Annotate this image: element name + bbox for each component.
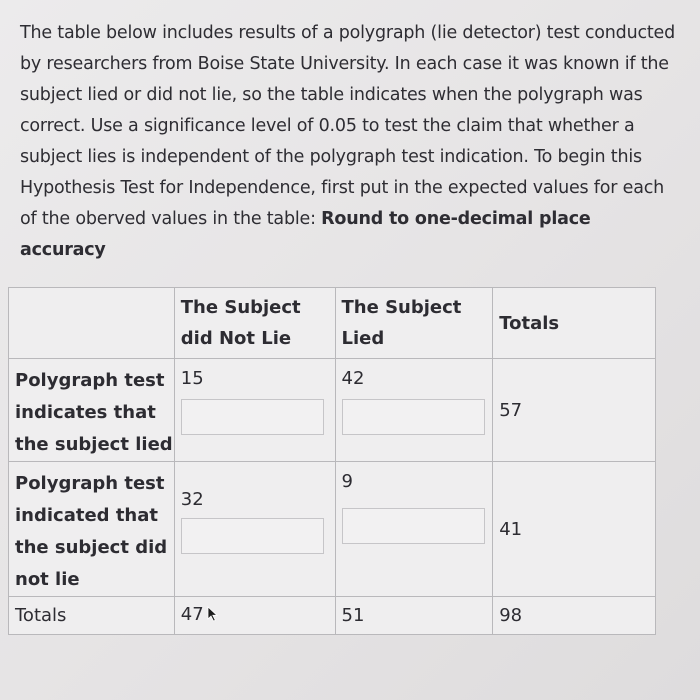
totals-label: Totals <box>9 597 175 635</box>
row1-total: 57 <box>493 359 656 462</box>
cell-row1-did-not-lie <box>174 359 335 462</box>
rounding-instruction: Round to one-decimal place accuracy <box>20 209 591 260</box>
total-lied: 51 <box>335 597 493 635</box>
contingency-table <box>8 287 656 635</box>
header-row <box>9 288 656 359</box>
header-totals: Totals <box>493 288 656 359</box>
table-row <box>9 462 656 597</box>
expected-input-row2-lied[interactable] <box>342 508 485 544</box>
expected-input-row1-did-not-lie[interactable] <box>181 399 324 435</box>
grand-total: 98 <box>493 597 656 635</box>
totals-row <box>9 597 656 635</box>
cell-row2-lied <box>335 462 493 597</box>
header-did-not-lie: The Subject did Not Lie <box>174 288 335 359</box>
observed-value: 15 <box>180 368 204 389</box>
row-label-indicates-lied: Polygraph test indicates that the subject lied <box>9 359 175 462</box>
cell-row1-lied <box>335 359 493 462</box>
expected-input-row2-did-not-lie[interactable] <box>181 518 324 554</box>
total-did-not-lie: 47 <box>180 604 204 625</box>
observed-value: 9 <box>341 471 353 492</box>
observed-value: 42 <box>341 368 365 389</box>
contingency-table-container <box>8 287 658 632</box>
header-lied: The Subject Lied <box>335 288 493 359</box>
cell-row2-did-not-lie <box>174 462 335 597</box>
row2-total: 41 <box>493 462 656 597</box>
table-row <box>9 359 656 462</box>
row-label-indicated-did-not-lie: Polygraph test indicated that the subject did not lie <box>9 462 175 597</box>
header-blank <box>9 288 175 359</box>
expected-input-row1-lied[interactable] <box>342 399 485 435</box>
mouse-cursor-icon <box>207 606 219 627</box>
problem-text: The table below includes results of a polygraph (lie detector) test conducted by researchers from Boise State University. In each case it was known if the subject lied or did not lie, so the table indicates when the polygraph was correct. Use a significance level of 0.05 to test the claim that whether a subject lies is independent of the polygraph test indication. To begin this Hypothesis Test for Independence, first put in the expected values for each of the oberved values in the table: <box>20 23 676 229</box>
observed-value: 32 <box>180 489 204 510</box>
total-did-not-lie-cell <box>174 597 335 635</box>
problem-statement <box>20 18 680 266</box>
